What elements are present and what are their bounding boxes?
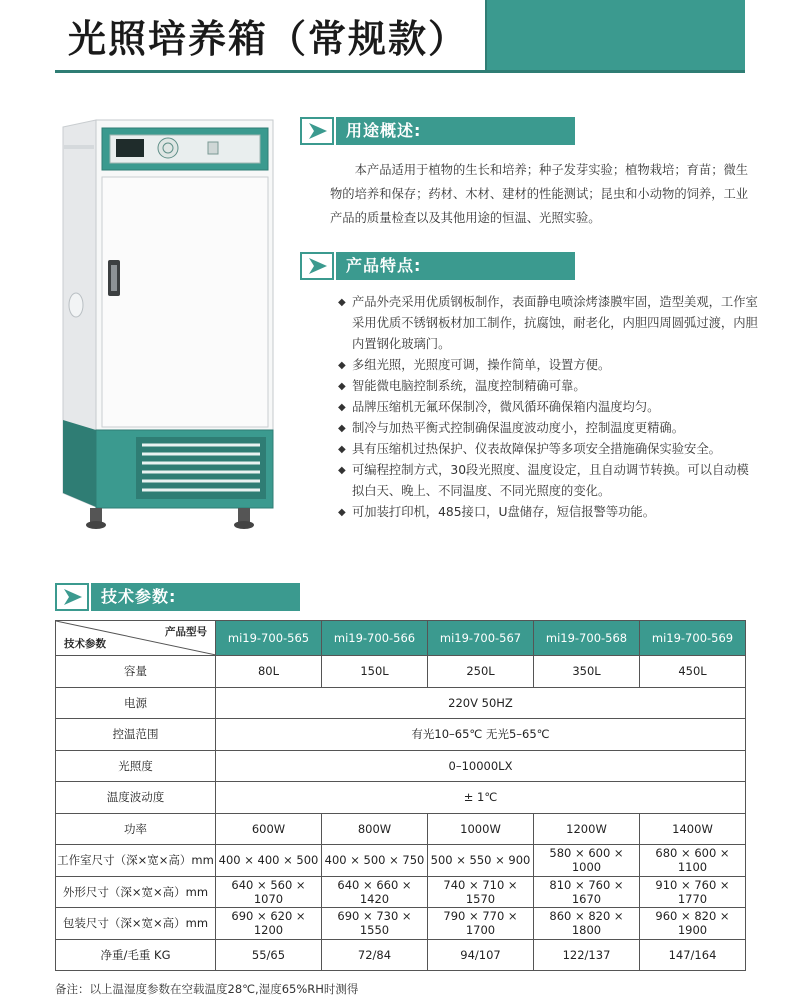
spec-row: [56, 719, 746, 751]
spec-value: 1000W: [428, 813, 534, 845]
incubator-illustration: [58, 115, 283, 535]
spec-value: 790 × 770 × 1700: [428, 908, 534, 940]
feature-item: [338, 376, 758, 397]
usage-heading: [300, 117, 575, 145]
feature-text: 智能微电脑控制系统，温度控制精确可靠。: [352, 379, 586, 393]
spec-value: 690 × 620 × 1200: [216, 908, 322, 940]
feature-text: 品牌压缩机无氟环保制冷，微风循环确保箱内温度均匀。: [352, 400, 660, 414]
features-list: [338, 292, 758, 523]
spec-value: 680 × 600 × 1100: [640, 845, 746, 877]
model-header: mi19-700-569: [640, 621, 746, 656]
diamond-bullet-icon: ◆: [338, 444, 346, 455]
spec-value: 690 × 730 × 1550: [322, 908, 428, 940]
spec-value: 1200W: [534, 813, 640, 845]
feature-item: [338, 397, 758, 418]
spec-value: 150L: [322, 656, 428, 688]
spec-value: 580 × 600 × 1000: [534, 845, 640, 877]
feature-text: 多组光照，光照度可调，操作简单，设置方便。: [352, 358, 611, 372]
corner-bottom-label: 技术参数: [64, 638, 106, 650]
spec-label: 净重/毛重 KG: [56, 939, 216, 971]
spec-value: 500 × 550 × 900: [428, 845, 534, 877]
diamond-bullet-icon: ◆: [338, 507, 346, 518]
corner-top-label: 产品型号: [165, 626, 207, 638]
spec-label: 温度波动度: [56, 782, 216, 814]
spec-value: 55/65: [216, 939, 322, 971]
right-arrow-icon: [300, 252, 334, 280]
feature-text: 制冷与加热平衡式控制确保温度波动度小，控制温度更精确。: [352, 421, 685, 435]
spec-value: ± 1℃: [216, 782, 746, 814]
spec-value: 400 × 400 × 500: [216, 845, 322, 877]
diamond-bullet-icon: ◆: [338, 297, 346, 308]
spec-row: [56, 750, 746, 782]
spec-value: 147/164: [640, 939, 746, 971]
spec-value: 350L: [534, 656, 640, 688]
spec-value: 122/137: [534, 939, 640, 971]
feature-item: [338, 502, 758, 523]
spec-row: [56, 782, 746, 814]
spec-label: 包装尺寸（深×宽×高）mm: [56, 908, 216, 940]
spec-value: 800W: [322, 813, 428, 845]
model-header: mi19-700-567: [428, 621, 534, 656]
feature-item: [338, 355, 758, 376]
spec-row: [56, 813, 746, 845]
feature-text: 可编程控制方式，30段光照度、温度设定，且自动调节转换。可以自动模拟白天、晚上、不同温度、不同光照度的变化。: [352, 463, 749, 498]
usage-text: 本产品适用于植物的生长和培养；种子发芽实验；植物栽培；育苗；微生物的培养和保存；药材、木材、建材的性能测试；昆虫和小动物的饲养，工业产品的质量检查以及其他用途的恒温、光照实验。: [330, 163, 749, 225]
product-image: [58, 115, 283, 535]
features-heading: [300, 252, 575, 280]
diamond-bullet-icon: ◆: [338, 402, 346, 413]
spec-value: 有光10–65℃ 无光5–65℃: [216, 719, 746, 751]
features-heading-label: 产品特点:: [336, 252, 575, 280]
spec-value: 1400W: [640, 813, 746, 845]
spec-value: 72/84: [322, 939, 428, 971]
spec-row: [56, 656, 746, 688]
spec-value: 960 × 820 × 1900: [640, 908, 746, 940]
model-header: mi19-700-568: [534, 621, 640, 656]
spec-row: [56, 908, 746, 940]
spec-corner-cell: [56, 621, 216, 656]
spec-value: 640 × 660 × 1420: [322, 876, 428, 908]
spec-value: 810 × 760 × 1670: [534, 876, 640, 908]
feature-item: [338, 418, 758, 439]
specs-heading-label: 技术参数:: [91, 583, 300, 611]
page-title: 光照培养箱（常规款）: [68, 17, 469, 61]
feature-text: 产品外壳采用优质钢板制作，表面静电喷涂烤漆膜牢固，造型美观，工作室采用优质不锈钢板材加工制作，抗腐蚀，耐老化，内胆四周圆弧过渡，内胆内置钢化玻璃门。: [352, 295, 758, 351]
right-arrow-icon: [300, 117, 334, 145]
spec-value: 740 × 710 × 1570: [428, 876, 534, 908]
spec-header-row: [56, 621, 746, 656]
feature-item: [338, 292, 758, 355]
spec-value: 80L: [216, 656, 322, 688]
diamond-bullet-icon: ◆: [338, 360, 346, 371]
spec-value: 0–10000LX: [216, 750, 746, 782]
specs-heading: [55, 583, 300, 611]
spec-value: 450L: [640, 656, 746, 688]
model-header: mi19-700-565: [216, 621, 322, 656]
spec-value: 400 × 500 × 750: [322, 845, 428, 877]
feature-text: 可加装打印机，485接口，U盘储存，短信报警等功能。: [352, 505, 656, 519]
spec-value: 910 × 760 × 1770: [640, 876, 746, 908]
spec-table-wrapper: [55, 620, 745, 971]
spec-label: 光照度: [56, 750, 216, 782]
feature-text: 具有压缩机过热保护、仪表故障保护等多项安全措施确保实验安全。: [352, 442, 721, 456]
model-header: mi19-700-566: [322, 621, 428, 656]
spec-value: 600W: [216, 813, 322, 845]
spec-table: [55, 620, 746, 971]
usage-heading-label: 用途概述:: [336, 117, 575, 145]
spec-label: 控温范围: [56, 719, 216, 751]
feature-item: [338, 439, 758, 460]
title-rule: [55, 70, 745, 73]
diamond-bullet-icon: ◆: [338, 423, 346, 434]
spec-label: 功率: [56, 813, 216, 845]
spec-label: 外形尺寸（深×宽×高）mm: [56, 876, 216, 908]
diamond-bullet-icon: ◆: [338, 465, 346, 476]
spec-label: 容量: [56, 656, 216, 688]
spec-row: [56, 845, 746, 877]
footnote: 备注：以上温湿度参数在空载温度28℃,湿度65%RH时测得: [55, 982, 359, 996]
spec-row: [56, 876, 746, 908]
diamond-bullet-icon: ◆: [338, 381, 346, 392]
spec-value: 94/107: [428, 939, 534, 971]
feature-item: [338, 460, 758, 502]
spec-label: 工作室尺寸（深×宽×高）mm: [56, 845, 216, 877]
spec-value: 860 × 820 × 1800: [534, 908, 640, 940]
spec-value: 220V 50HZ: [216, 687, 746, 719]
spec-value: 250L: [428, 656, 534, 688]
spec-row: [56, 939, 746, 971]
spec-value: 640 × 560 × 1070: [216, 876, 322, 908]
spec-row: [56, 687, 746, 719]
right-arrow-icon: [55, 583, 89, 611]
spec-label: 电源: [56, 687, 216, 719]
